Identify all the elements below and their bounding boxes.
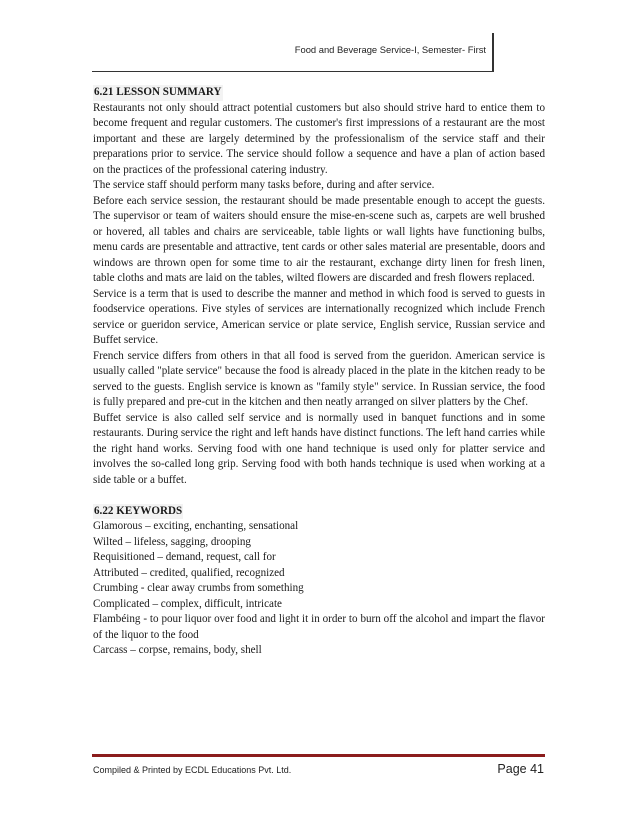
summary-paragraph: Before each service session, the restaurant should be made presentable enough to accept the guests. The supervisor or team of waiters should ensure the mise-en-scene such as, carpets are well brushed or hovered, all tables and chairs are serviceable, table lights or wall lights have functioning bulbs, menu cards are presentable and attractive, tent cards or other sales material are presentable, doors and windows are thrown open for some time to air the restaurant, exchange dirty linen for fresh linen, table cloths and mats are laid on the tables, wilted flowers are discarded and fresh flowers replaced. [93, 194, 545, 284]
header-vertical-rule [492, 33, 494, 71]
lesson-summary-heading: 6.21 LESSON SUMMARY [93, 85, 223, 101]
summary-paragraph: The service staff should perform many tasks before, during and after service. [93, 179, 435, 191]
keyword-item: Crumbing - clear away crumbs from something [93, 582, 304, 594]
keyword-item: Wilted – lifeless, sagging, drooping [93, 535, 251, 548]
running-header: Food and Beverage Service-I, Semester- First [294, 44, 486, 55]
header-horizontal-rule [92, 71, 494, 72]
summary-paragraph: Buffet service is also called self service and is normally used in banquet functions and in some restaurants. During service the right and left hands have distinct functions. The left hand carries while the right hand works. Serving food with one hand technique is used only for platter service and involves the so-called long grip. Serving food with both hands technique is used when working at a side table or a buffet. [93, 411, 545, 486]
page-body [93, 85, 545, 659]
summary-paragraph: French service differs from others in that all food is served from the gueridon. American service is usually called "plate service" because the food is already placed in the plate in the kitchen ready to be served to the guests. English service is known as "family style" service. In Russian service, the food is fully prepared and pre-cut in the kitchen and then neatly arranged on silver platters by the Chef. [93, 349, 545, 408]
keyword-item: Glamorous – exciting, enchanting, sensational [93, 520, 299, 532]
keywords-heading: 6.22 KEYWORDS [93, 504, 183, 520]
summary-paragraph: Service is a term that is used to describe the manner and method in which food is served to guests in foodservice operations. Five styles of services are internationally recognized which include French service or gueridon service, American service or plate service, English service, Russian service and Buffet service. [93, 287, 545, 346]
keyword-item: Carcass – corpse, remains, body, shell [93, 644, 262, 656]
keyword-item: Attributed – credited, qualified, recognized [93, 566, 285, 579]
keyword-item: Flambéing - to pour liquor over food and light it in order to burn off the alcohol and impart the flavor of the liquor to the food [93, 613, 545, 641]
section-spacer [93, 488, 545, 504]
keyword-item: Requisitioned – demand, request, call for [93, 551, 276, 563]
keyword-item: Complicated – complex, difficult, intricate [93, 597, 282, 610]
footer-publisher: Compiled & Printed by ECDL Educations Pvt. Ltd. [93, 765, 292, 775]
page-number: Page 41 [497, 762, 544, 776]
footer-rule [92, 754, 545, 757]
summary-paragraph: Restaurants not only should attract potential customers but also should strive hard to entice them to become frequent and regular customers. The customer's first impressions of a restaurant are the most important and these are largely determined by the professionalism of the service staff and their preparations prior to service. The service should follow a sequence and have a plan of action based on the practices of the professional catering industry. [93, 101, 545, 176]
